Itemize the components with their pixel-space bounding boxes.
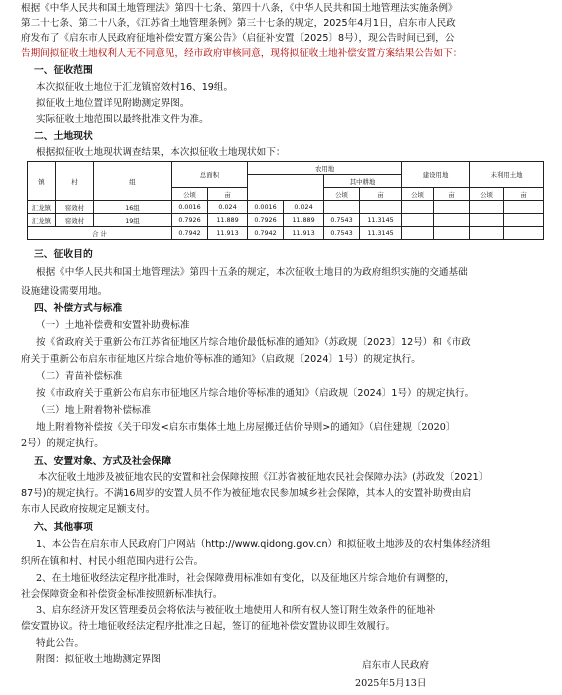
cell-group: 19组	[94, 214, 172, 227]
cell-total-hectare: 0.7926	[172, 214, 208, 227]
cell-arable-mu: 11.3145	[360, 214, 402, 227]
attachment-text: 附图：拟征收土地勘测定界图	[36, 654, 161, 665]
sec5-line-3: 东市人民政府按规定足额支付。	[21, 504, 156, 515]
intro-line-4: 告期间拟征收土地权利人无不同意见，经市政府审核同意，现将拟征收土地补偿安置方案结果公告如下：	[21, 48, 463, 59]
header-unused: 未利用土地	[470, 162, 544, 188]
cell-village: 窑效村	[56, 214, 94, 227]
total-farm-hectare: 0.7942	[248, 227, 284, 240]
table-row	[28, 214, 544, 227]
cell-village: 窑效村	[56, 201, 94, 214]
sec4-sub1-line-2: 府关于重新公布启东市征地区片综合地价等标准的通知》（启政规〔2024〕1号）的规定执行。	[21, 354, 421, 365]
cell-total-hectare: 0.0016	[172, 201, 208, 214]
unit-mu: 亩	[360, 188, 402, 201]
cell-total-mu: 11.889	[208, 214, 248, 227]
cell-construct-mu	[434, 214, 470, 227]
unit-mu: 亩	[208, 188, 248, 201]
sec4-sub2-title: （二）青苗补偿标准	[36, 371, 123, 382]
section-4-title: 四、补偿方式与标准	[34, 303, 123, 314]
section-5-title: 五、安置对象、方式及社会保障	[34, 456, 172, 467]
section-3-title: 三、征收目的	[34, 249, 93, 260]
cell-total-mu: 0.024	[208, 201, 248, 214]
intro-line-1: 根据《中华人民共和国土地管理法》第四十七条、第四十八条，《中华人民共和国土地管理法实施条例》	[21, 3, 458, 14]
cell-farm-mu: 11.889	[284, 214, 324, 227]
total-unused-hectare	[470, 227, 504, 240]
cell-construct-mu	[434, 201, 470, 214]
unit-mu: 亩	[504, 188, 544, 201]
sec4-sub3-title: （三）地上附着物补偿标准	[36, 405, 152, 416]
unit-hectare: 公顷	[470, 188, 504, 201]
sec3-line-2: 设施建设需要用地。	[21, 286, 108, 297]
signature-org: 启东市人民政府	[362, 660, 430, 671]
sec4-sub3-line-1: 地上附着物补偿按《关于印发<启东市集体土地上房屋搬迁估价导则>的通知》（启住建规〔2020〕	[36, 422, 456, 433]
unit-mu: 亩	[434, 188, 470, 201]
sec6-item2-line-2: 社会保障资金和补偿资金标准按照新标准执行。	[21, 589, 223, 600]
unit-hectare: 公顷	[172, 188, 208, 201]
cell-construct-hectare	[402, 201, 434, 214]
sec4-sub1-title: （一）土地补偿费和安置补助费标准	[36, 320, 190, 331]
section-2-title: 二、土地现状	[34, 131, 93, 142]
sec4-sub2-line-1: 按《市政府关于重新公布启东市征地区片综合地价等标准的通知》（启政规〔2024〕1号）的规定执行。	[36, 388, 475, 399]
cell-farm-mu: 0.024	[284, 201, 324, 214]
sec5-line-2: 87号)的规定执行。不满16周岁的安置人员不作为被征地农民参加城乡社会保障，其本人的安置补助费由启	[21, 488, 472, 499]
total-arable-hectare: 0.7543	[324, 227, 360, 240]
total-unused-mu	[504, 227, 544, 240]
header-construction: 建设用地	[402, 162, 470, 188]
total-construct-hectare	[402, 227, 434, 240]
sec3-line-1: 根据《中华人民共和国土地管理法》第四十五条的规定，本次征收土地目的为政府组织实施的交通基础	[36, 267, 468, 278]
cell-unused-mu	[504, 201, 544, 214]
intro-line-3: 府发布了《启东市人民政府征地补偿安置方案公告》（启征补安置〔2025〕8号），现公告时间已到，公	[21, 33, 455, 44]
header-town: 镇	[28, 162, 56, 201]
unit-hectare: 公顷	[324, 188, 360, 201]
sec1-line-2: 拟征收土地位置详见附勘测定界图。	[36, 98, 190, 109]
header-group: 组	[94, 162, 172, 201]
section-1-title: 一、征收范围	[34, 65, 93, 76]
signature-date: 2025年5月13日	[355, 678, 427, 689]
sec6-item1-line-1: 1、本公告在启东市人民政府门户网站（http://www.qidong.gov.cn）和拟征收土地涉及的农村集体经济组	[36, 539, 491, 550]
cell-group: 16组	[94, 201, 172, 214]
cell-farm-hectare: 0.0016	[248, 201, 284, 214]
sec2-line-1: 根据拟征收土地现状调查结果，本次拟征收土地现状如下：	[36, 147, 286, 158]
land-status-table	[27, 161, 544, 240]
sec6-item2-line-1: 2、在土地征收经法定程序批准时，社会保障费用标准如有变化，以及征地区片综合地价有调整的，	[36, 573, 455, 584]
table-row	[28, 201, 544, 214]
cell-town: 汇龙镇	[28, 201, 56, 214]
cell-unused-mu	[504, 214, 544, 227]
cell-unused-hectare	[470, 214, 504, 227]
total-label: 合 计	[28, 227, 172, 240]
cell-unused-hectare	[470, 201, 504, 214]
intro-line-2: 第二十七条、第二十八条，《江苏省土地管理条例》第三十七条的规定，2025年4月1日，启东市人民政	[21, 18, 456, 29]
total-farm-mu: 11.913	[284, 227, 324, 240]
table-total-row	[28, 227, 544, 240]
sec5-line-1: 本次征收土地涉及被征地农民的安置和社会保障按照《江苏省被征地农民社会保障办法》(苏政发〔2021〕	[38, 472, 489, 483]
header-total-area: 总面积	[172, 162, 248, 188]
cell-arable-mu	[360, 201, 402, 214]
header-farmland: 农用地	[248, 162, 402, 175]
total-arable-mu: 11.3145	[360, 227, 402, 240]
cell-construct-hectare	[402, 214, 434, 227]
cell-arable-hectare: 0.7543	[324, 214, 360, 227]
sec6-item3-line-1: 3、启东经济开发区管理委员会将依法与被征收土地使用人和所有权人签订附生效条件的征地补	[36, 605, 436, 616]
unit-hectare: 公顷	[402, 188, 434, 201]
cell-arable-hectare	[324, 201, 360, 214]
table-header-row-1	[28, 162, 544, 175]
sec1-line-1: 本次拟征收土地位于汇龙镇窑效村16、19组。	[36, 82, 234, 93]
sec6-item3-line-2: 偿安置协议。待土地征收经法定程序批准之日起，签订的征地补偿安置协议即生效履行。	[21, 621, 396, 632]
header-village: 村	[56, 162, 94, 201]
closing-text: 特此公告。	[36, 638, 84, 649]
total-total-mu: 11.913	[208, 227, 248, 240]
cell-farm-hectare: 0.7926	[248, 214, 284, 227]
section-6-title: 六、其他事项	[34, 522, 93, 533]
sec6-item1-line-2: 织所在镇和村、村民小组范围内进行公告。	[21, 556, 204, 567]
sec1-line-3: 实际征收土地范围以最终批准文件为准。	[36, 114, 209, 125]
sec4-sub1-line-1: 按《省政府关于重新公布江苏省征地区片综合地价最低标准的通知》（苏政规〔2023〕12号）和《市政	[36, 337, 471, 348]
cell-town: 汇龙镇	[28, 214, 56, 227]
total-total-hectare: 0.7942	[172, 227, 208, 240]
header-arable: 其中耕地	[324, 175, 402, 188]
sec4-sub3-line-2: 2号）的规定执行。	[21, 438, 104, 449]
header-farm-unit-blank	[248, 175, 324, 201]
total-construct-mu	[434, 227, 470, 240]
